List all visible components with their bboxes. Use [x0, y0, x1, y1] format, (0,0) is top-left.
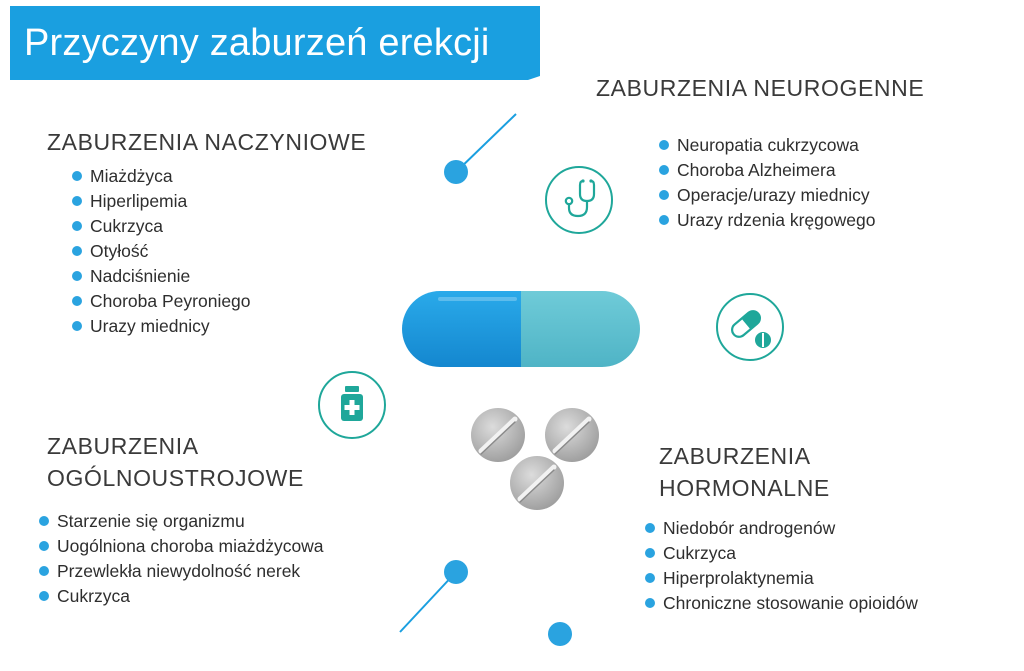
list-item: Nadciśnienie [72, 264, 251, 289]
pill-icon [718, 295, 782, 359]
list-item: Hiperprolaktynemia [645, 566, 918, 591]
list-item: Choroba Alzheimera [659, 158, 875, 183]
bullet-dot [659, 140, 669, 150]
list-item: Urazy miednicy [72, 314, 251, 339]
list-item: Uogólniona choroba miażdżycowa [39, 534, 324, 559]
section-heading-ogolnoustrojowe [47, 430, 304, 494]
list-item: Otyłość [72, 239, 251, 264]
stethoscope-icon [547, 168, 611, 232]
list-item: Operacje/urazy miednicy [659, 183, 875, 208]
capsule-icon [402, 291, 640, 367]
list-item: Cukrzyca [645, 541, 918, 566]
bullet-dot [39, 541, 49, 551]
section-heading-neurogenne: ZABURZENIA NEUROGENNE [596, 75, 925, 101]
centerpiece [395, 285, 655, 515]
tablet-icon [545, 408, 599, 462]
bullet-dot [72, 171, 82, 181]
bullet-dot [645, 523, 655, 533]
section-heading-hormonalne [659, 440, 830, 504]
connector-hormonalne [548, 622, 940, 646]
tablet-icon [510, 456, 564, 510]
pill-badge [716, 293, 784, 361]
list-item: Cukrzyca [72, 214, 251, 239]
list-neurogenne [659, 133, 875, 233]
list-ogolnoustrojowe [39, 509, 324, 609]
list-item: Chroniczne stosowanie opioidów [645, 591, 918, 616]
bullet-dot [39, 516, 49, 526]
title-banner [10, 6, 540, 80]
section-heading-line2: HORMONALNE [659, 475, 830, 501]
bullet-dot [659, 165, 669, 175]
bullet-dot [72, 221, 82, 231]
bullet-dot [72, 246, 82, 256]
section-heading-line1: ZABURZENIA [659, 443, 811, 469]
bullet-dot [645, 548, 655, 558]
list-item: Niedobór androgenów [645, 516, 918, 541]
list-item: Neuropatia cukrzycowa [659, 133, 875, 158]
list-item: Przewlekła niewydolność nerek [39, 559, 324, 584]
medicine-bottle-icon [320, 373, 384, 437]
stethoscope-badge [545, 166, 613, 234]
list-item: Urazy rdzenia kręgowego [659, 208, 875, 233]
bullet-dot [659, 215, 669, 225]
list-item: Hiperlipemia [72, 189, 251, 214]
bullet-dot [72, 271, 82, 281]
list-item: Choroba Peyroniego [72, 289, 251, 314]
bullet-dot [645, 598, 655, 608]
bullet-dot [72, 321, 82, 331]
list-hormonalne [645, 516, 918, 616]
section-heading-naczyniowe: ZABURZENIA NACZYNIOWE [47, 129, 367, 155]
bullet-dot [72, 196, 82, 206]
list-item: Starzenie się organizmu [39, 509, 324, 534]
page-title: Przyczyny zaburzeń erekcji [24, 22, 490, 64]
bullet-dot [645, 573, 655, 583]
bullet-dot [39, 566, 49, 576]
section-heading-line1: ZABURZENIA [47, 433, 199, 459]
medicine-bottle-badge [318, 371, 386, 439]
tablet-icon [471, 408, 525, 462]
section-heading-line2: OGÓLNOUSTROJOWE [47, 465, 304, 491]
bullet-dot [659, 190, 669, 200]
list-item: Miażdżyca [72, 164, 251, 189]
list-naczyniowe [72, 164, 251, 339]
list-item: Cukrzyca [39, 584, 324, 609]
capsule-and-tablets [395, 285, 655, 515]
bullet-dot [72, 296, 82, 306]
bullet-dot [39, 591, 49, 601]
